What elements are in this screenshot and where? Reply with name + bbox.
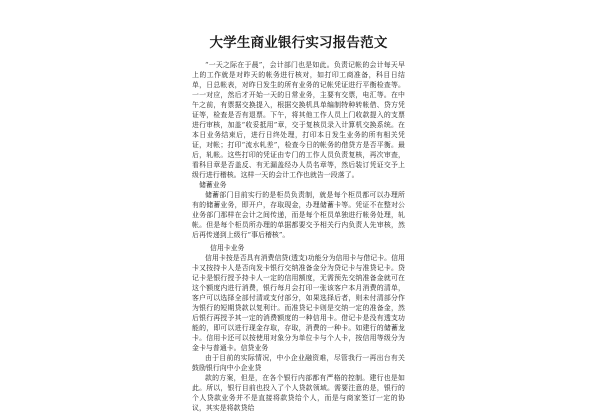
document-title: 大学生商业银行实习报告范文 [209,35,388,51]
paragraph-accounting: “一天之际在于晨”，会计部门也是如此。负责记帐的会计每天早上的工作就是对昨天的帐务进行核对，如打印工商准备，科目日结单，日总帐表，对昨日发生的所有业务的记帐凭证进行平衡检查等。一一对应，然后才开始一天的日常业务，主要有交票，电汇等。在中午之前，有票据交换提入，根据交换机具单编制特种转帐借、贷方凭证等，检查是否有退票。下午，将其他工作人员上门收款提入的支票进行审核，加盖“收妥抵用”章，交于复核员录入计算机交换系统。在本日业务结束后，进行日终处理，打印本日发生业务的所有相关凭证，对帐；打印“流水轧差”，检查今日的帐务的借贷方是否平衡。最后，轧帐。这些打印的凭证由专门的工作人员负责复核，再次审查，看科目章是否盖反、有无漏盖经办人员名章等，然后装订凭证交予上级行进行稽核。这样一天的会计工作也就告一段落了。 [192,61,405,179]
section-heading-credit-card: 信用卡业务 [210,244,245,252]
paragraph-personal-loans: 款的方案，但是，在各个银行内部都有严格的控制。建行也是如此。所以，银行目前也投入了个人贷款领域。需要注意的是，银行的个人贷款业务并不是直接将款贷给个人，而是与商家签订一定的协议，其实是将款贷给 [192,374,405,412]
section-heading-savings: 储蓄业务 [199,181,227,189]
paragraph-credit-card: 信用卡按是否具有消费信贷(透支)功能分为信用卡与借记卡。信用卡又按持卡人是否向发卡银行交纳准备金分为贷记卡与准贷记卡。贷记卡是银行授予持卡人一定的信用额度，无需预先交纳准备金就可在这个额度内进行消费，银行每月会打印一张该客户本月消费的清单，客户可以选择全部付清或支付部分，如果选择后者，则未付清部分作为银行的短期贷款以复利计。而准贷记卡则是交纳一定的准备金，然后银行再授予其一定的消费额度的一种信用卡。借记卡是没有透支功能的，即可以进行现金存取，存取，消费的一种卡。如建行的储蓄龙卡。信用卡还可以按使用对象分为单位卡与个人卡，按信用等级分为金卡与普通卡。信贷业务 [192,254,405,352]
paragraph-savings: 储蓄部门目前实行的是柜员负责制，就是每个柜员都可以办理所有的储蓄业务，即开户，存取现金，办理储蓄卡等。凭证不在整对公业务部门那样在会计之间传递，而是每个柜员单独进行帐务处理，轧帐。但是每个柜员所办理的单据都要交予相关行内负责人先审核，然后再传递到上级行“事后稽核”。 [192,191,405,239]
paragraph-sme-loans: 由于目前的实际情况，中小企业融资难，尽管我行一再出台有关鼓励银行向中小企业贷 [192,354,405,372]
